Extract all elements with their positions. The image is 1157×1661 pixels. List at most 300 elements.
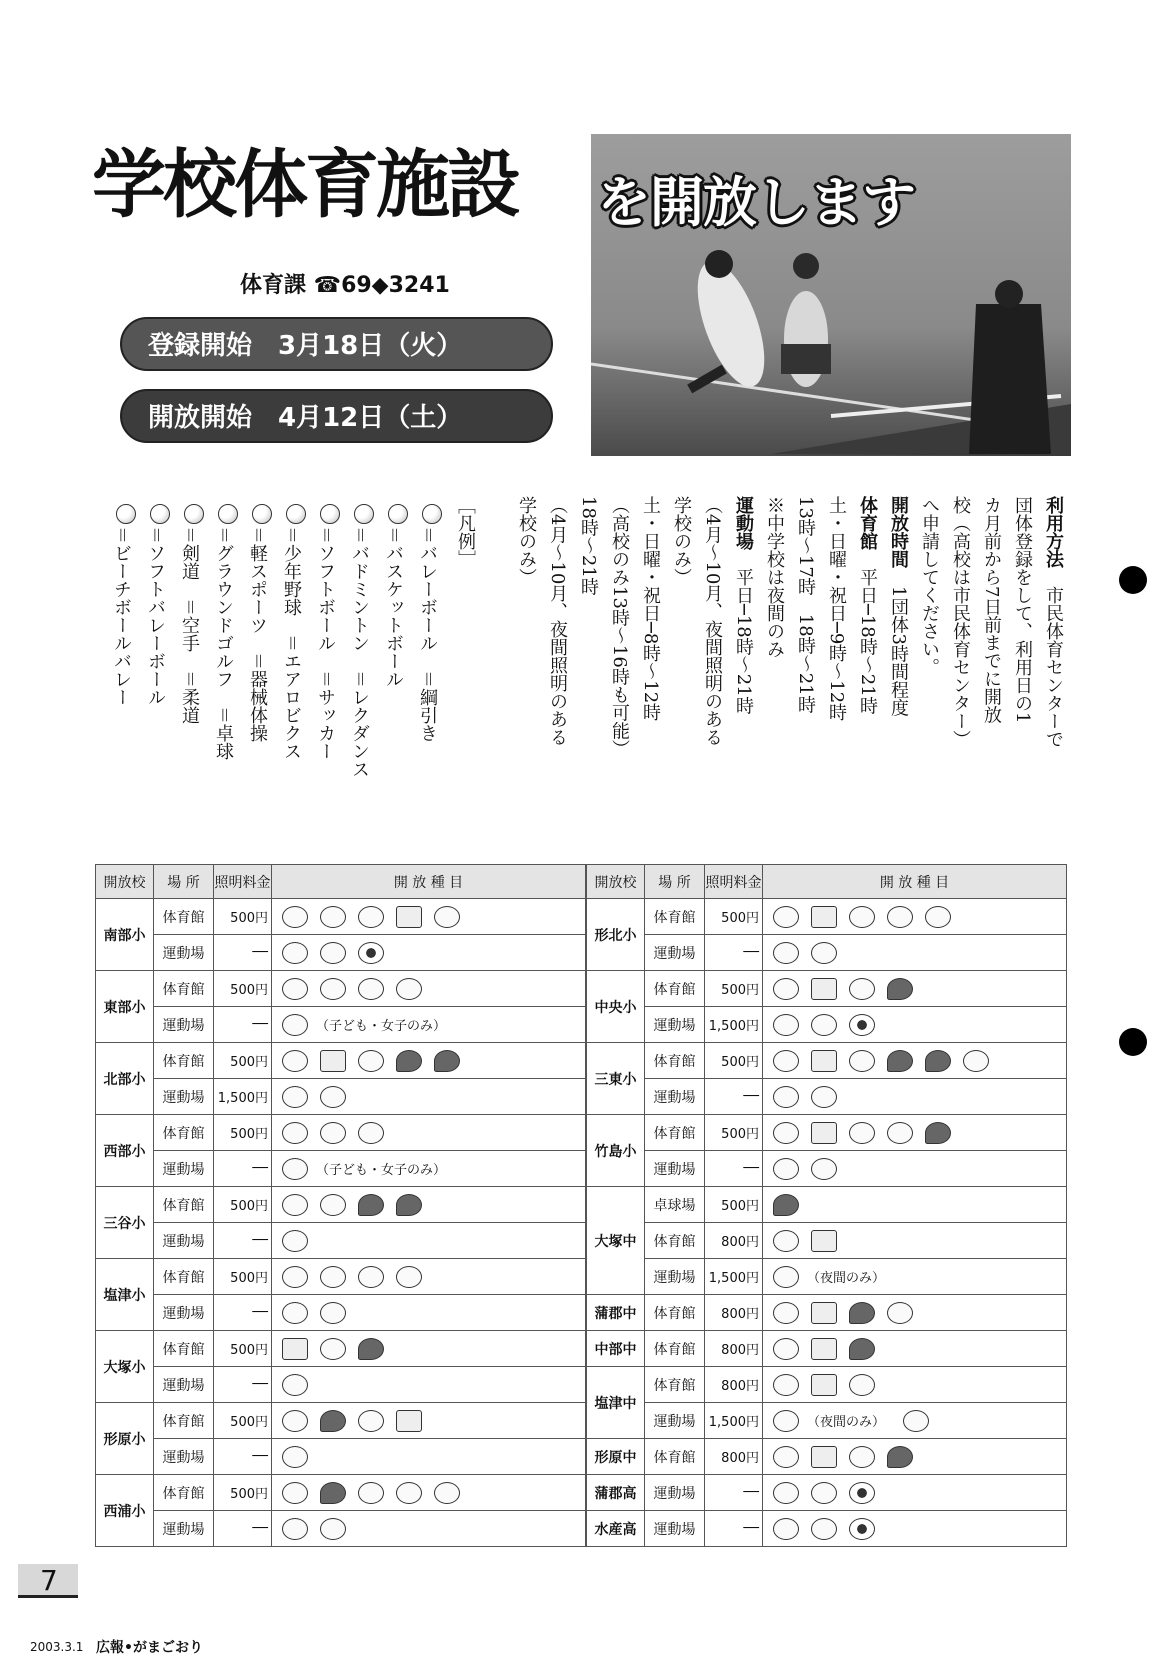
school-name: 南部小: [96, 899, 154, 971]
facility-place: 体育館: [154, 1187, 214, 1223]
info-line: [885, 496, 911, 717]
ball-icon: [282, 1266, 308, 1288]
sport-icon: [354, 504, 374, 524]
soccer-icon: [849, 1482, 875, 1504]
glove-icon: [811, 1158, 837, 1180]
pingpong-icon: [358, 1338, 384, 1360]
facility-place: 体育館: [645, 1439, 705, 1475]
pingpong-icon: [925, 1122, 951, 1144]
school-name: 竹島小: [587, 1115, 645, 1187]
facility-place: 運動場: [645, 1259, 705, 1295]
golf-icon: [320, 942, 346, 964]
info-line: [1040, 496, 1066, 748]
table-row: [96, 971, 586, 1007]
info-heading: 開放時間: [888, 496, 909, 568]
basket-icon: [320, 1050, 346, 1072]
sport-icon: [388, 504, 408, 524]
info-text: へ申請してください。: [919, 496, 940, 676]
lighting-fee: ──: [214, 1151, 272, 1187]
box-icon: [396, 906, 422, 928]
school-name: 塩津中: [587, 1367, 645, 1439]
shuttle-icon: [849, 906, 875, 928]
sports-icons: [272, 1259, 586, 1295]
kendo-icon: [887, 1446, 913, 1468]
info-heading: 利用方法: [1043, 496, 1064, 568]
glove-icon: [320, 1302, 346, 1324]
table-row: [587, 1043, 1067, 1079]
page-title: 学校体育施設: [92, 142, 518, 228]
bat-icon: [282, 1014, 308, 1036]
ball-icon: [773, 1302, 799, 1324]
lighting-fee: 500円: [705, 1115, 763, 1151]
table-row: [96, 1475, 586, 1511]
sports-icons: [272, 1151, 586, 1187]
facility-place: 運動場: [154, 1295, 214, 1331]
info-text: ※中学校は夜間のみ: [764, 496, 785, 658]
shuttle-icon: [849, 1050, 875, 1072]
issue-date: 2003.3.1: [30, 1640, 84, 1654]
header-sports: 開 放 種 目: [763, 865, 1067, 899]
facility-place: 体育館: [645, 1367, 705, 1403]
shuttle-icon: [320, 906, 346, 928]
school-name: 東部小: [96, 971, 154, 1043]
lighting-fee: ──: [214, 1295, 272, 1331]
info-text: 土・日曜・祝日─8時～12時: [640, 496, 661, 722]
legend-item: [380, 502, 408, 688]
ball-icon: [773, 978, 799, 1000]
info-line: [823, 496, 849, 721]
info-text: 学校のみ）: [671, 496, 692, 586]
table-row: [96, 1259, 586, 1295]
soccer-icon: [358, 942, 384, 964]
school-name: 中央小: [587, 971, 645, 1043]
legend-item: [142, 502, 170, 706]
pingpong-icon: [849, 1302, 875, 1324]
info-line: [761, 496, 787, 658]
registration-start-badge: 登録開始 3月18日（火）: [120, 317, 553, 371]
pingpong-icon: [320, 1482, 346, 1504]
info-line: [916, 496, 942, 676]
school-name: 西浦小: [96, 1475, 154, 1547]
info-line: [513, 496, 539, 586]
ball-icon: [282, 906, 308, 928]
table-row: [587, 1367, 1067, 1403]
table-row: [587, 1223, 1067, 1259]
header-fee: 照明料金: [705, 865, 763, 899]
sports-icons: [272, 1367, 586, 1403]
legend-label: ＝ソフトバレーボール: [145, 526, 166, 706]
facility-place: 体育館: [645, 899, 705, 935]
facility-place: 体育館: [645, 1115, 705, 1151]
lighting-fee: ──: [705, 1079, 763, 1115]
basket-icon: [811, 1338, 837, 1360]
table-row: [587, 1151, 1067, 1187]
header-fee: 照明料金: [214, 865, 272, 899]
shuttle-icon: [320, 978, 346, 1000]
sport-icon: [422, 504, 442, 524]
glove-icon: [811, 1518, 837, 1540]
sports-icons: [763, 935, 1067, 971]
table-row: [96, 935, 586, 971]
kendo-icon: [925, 1050, 951, 1072]
dance-icon: [434, 1482, 460, 1504]
bat-icon: [282, 1518, 308, 1540]
beach-icon: [925, 906, 951, 928]
kendo-icon: [396, 1194, 422, 1216]
sports-icons: [763, 1115, 1067, 1151]
table-row: [96, 1151, 586, 1187]
info-line: [854, 496, 880, 715]
school-name: 塩津小: [96, 1259, 154, 1331]
basket-icon: [811, 1446, 837, 1468]
sport-icon: [320, 504, 340, 524]
page-number: 7: [18, 1564, 78, 1598]
glove-icon: [282, 1086, 308, 1108]
table-row: [96, 1007, 586, 1043]
legend-label: ＝ソフトボール ＝サッカー: [315, 526, 336, 760]
contact-phone: 体育課 ☎69◆3241: [240, 273, 450, 298]
table-row: [587, 1475, 1067, 1511]
info-line: [606, 496, 632, 758]
ball-icon: [773, 1374, 799, 1396]
info-text: （高校のみ13時～16時も可能）: [609, 496, 630, 758]
glove-icon: [811, 1482, 837, 1504]
facility-place: 体育館: [154, 1475, 214, 1511]
karate-icon: [358, 1482, 384, 1504]
ball-icon: [773, 1122, 799, 1144]
table-row: [587, 971, 1067, 1007]
lighting-fee: 500円: [214, 1187, 272, 1223]
sports-icons: [763, 1511, 1067, 1547]
legend-label: ＝バスケットボール: [383, 526, 404, 688]
info-text: （4月～10月、夜間照明のある: [547, 496, 568, 747]
legend-item: [210, 502, 238, 760]
lighting-fee: 800円: [705, 1331, 763, 1367]
golf-icon: [811, 1014, 837, 1036]
legend-label: ＝バレーボール ＝綱引き: [417, 526, 438, 742]
legend-item: [176, 502, 204, 724]
table-row: [96, 1403, 586, 1439]
facility-place: 卓球場: [645, 1187, 705, 1223]
sports-icons: [763, 1439, 1067, 1475]
lighting-fee: 500円: [705, 1043, 763, 1079]
ball-icon: [282, 978, 308, 1000]
header-sports: 開 放 種 目: [272, 865, 586, 899]
beach-icon: [963, 1050, 989, 1072]
ball-icon: [282, 1122, 308, 1144]
school-name: 北部小: [96, 1043, 154, 1115]
legend-label: ＝剣道 ＝空手 ＝柔道: [179, 526, 200, 724]
info-line: [544, 496, 570, 746]
lighting-fee: ──: [214, 1367, 272, 1403]
info-line: [699, 496, 725, 746]
sport-icon: [286, 504, 306, 524]
basket-icon: [811, 1230, 837, 1252]
lighting-fee: 500円: [705, 971, 763, 1007]
info-text: 平日─18時～21時: [857, 550, 878, 715]
bat-icon: [773, 1158, 799, 1180]
info-text: 1団体3時間程度: [888, 568, 909, 717]
page-subtitle: を開放します: [597, 171, 915, 234]
sports-icons: [272, 1079, 586, 1115]
sports-icons: [272, 1187, 586, 1223]
header-school: 開放校: [96, 865, 154, 899]
lighting-fee: 800円: [705, 1439, 763, 1475]
facility-place: 運動場: [154, 1007, 214, 1043]
legend-label: ＝バドミントン ＝レクダンス: [349, 526, 370, 778]
facility-place: 体育館: [154, 1331, 214, 1367]
pingpong-icon: [887, 1050, 913, 1072]
table-row: [96, 1367, 586, 1403]
sports-icons: [763, 971, 1067, 1007]
facility-place: 体育館: [154, 1259, 214, 1295]
facility-place: 運動場: [645, 1403, 705, 1439]
opening-start-badge: 開放開始 4月12日（土）: [120, 389, 553, 443]
legend-item: [108, 502, 136, 706]
facility-place: 体育館: [154, 1403, 214, 1439]
legend-label: ＝グラウンドゴルフ ＝卓球: [213, 526, 234, 760]
table-row: [587, 899, 1067, 935]
lighting-fee: 500円: [705, 1187, 763, 1223]
lighting-fee: 1,500円: [705, 1007, 763, 1043]
table-row: [587, 1439, 1067, 1475]
ball-icon: [773, 1338, 799, 1360]
school-name: 蒲郡中: [587, 1295, 645, 1331]
left-schedule-table: [95, 864, 586, 1547]
sports-icons: [763, 1367, 1067, 1403]
table-row: [96, 1115, 586, 1151]
basket-icon: [396, 1410, 422, 1432]
shuttle-icon: [849, 1374, 875, 1396]
shuttle-icon: [849, 1446, 875, 1468]
lighting-fee: ──: [705, 1151, 763, 1187]
basket-icon: [811, 1302, 837, 1324]
lighting-fee: 800円: [705, 1295, 763, 1331]
info-line: [637, 496, 663, 721]
lighting-fee: 800円: [705, 1367, 763, 1403]
shuttle-icon: [358, 1050, 384, 1072]
table-row: [587, 1007, 1067, 1043]
pingpong-icon: [396, 1050, 422, 1072]
shoe-icon: [887, 1122, 913, 1144]
usage-note: （子ども・女子のみ）: [316, 1163, 447, 1178]
facility-place: 運動場: [154, 1079, 214, 1115]
info-text: 学校のみ）: [516, 496, 537, 586]
legend-label: ＝少年野球 ＝エアロビクス: [281, 526, 302, 760]
table-row: [96, 1331, 586, 1367]
sports-icons: [272, 1511, 586, 1547]
header-place: 場 所: [645, 865, 705, 899]
sports-icons: [272, 1295, 586, 1331]
lighting-fee: ──: [705, 935, 763, 971]
pingpong-icon: [358, 1194, 384, 1216]
shuttle-icon: [320, 1266, 346, 1288]
usage-note: （夜間のみ）: [807, 1415, 886, 1430]
legend-title: ［凡例］: [455, 496, 476, 568]
karate-icon: [887, 1302, 913, 1324]
glove-icon: [320, 1518, 346, 1540]
lighting-fee: ──: [214, 1439, 272, 1475]
lighting-fee: ──: [705, 1475, 763, 1511]
glove-icon: [282, 1374, 308, 1396]
info-text: 18時～21時: [578, 496, 599, 596]
table-row: [587, 1403, 1067, 1439]
header-place: 場 所: [154, 865, 214, 899]
glove-icon: [903, 1410, 929, 1432]
sports-icons: [272, 1223, 586, 1259]
table-row: [96, 1079, 586, 1115]
glove-icon: [282, 1230, 308, 1252]
usage-note: （夜間のみ）: [807, 1271, 886, 1286]
lighting-fee: 500円: [214, 1403, 272, 1439]
glove-icon: [811, 942, 837, 964]
lighting-fee: 500円: [214, 1475, 272, 1511]
info-heading: 運動場: [733, 496, 754, 550]
table-row: [587, 1511, 1067, 1547]
bat-icon: [282, 1302, 308, 1324]
facility-place: 体育館: [154, 1043, 214, 1079]
facility-place: 運動場: [645, 1151, 705, 1187]
sports-icons: [763, 899, 1067, 935]
beach-icon: [396, 978, 422, 1000]
sports-icons: [763, 1187, 1067, 1223]
school-name: 形原小: [96, 1403, 154, 1475]
info-text: （4月～10月、夜間照明のある: [702, 496, 723, 747]
info-text: 市民体育センターで: [1043, 568, 1064, 748]
shoe-icon: [358, 906, 384, 928]
legend-label: ＝ビーチボールバレー: [111, 526, 132, 706]
table-row: [587, 1259, 1067, 1295]
shuttle-icon: [849, 1122, 875, 1144]
legend-item: [346, 502, 374, 778]
ball-icon: [773, 906, 799, 928]
info-line: [792, 496, 818, 714]
basket-icon: [811, 1122, 837, 1144]
facility-place: 運動場: [645, 935, 705, 971]
table-row: [587, 935, 1067, 971]
sports-icons: [272, 1043, 586, 1079]
sports-icons: [272, 971, 586, 1007]
legend-item: [244, 502, 272, 742]
table-row: [96, 1295, 586, 1331]
facility-place: 運動場: [154, 1511, 214, 1547]
soccer-icon: [849, 1518, 875, 1540]
table-row: [587, 1115, 1067, 1151]
pingpong-icon: [887, 978, 913, 1000]
usage-note: （子ども・女子のみ）: [316, 1019, 447, 1034]
lighting-fee: 500円: [214, 1115, 272, 1151]
sports-icons: [763, 1151, 1067, 1187]
aerobic-icon: [396, 1482, 422, 1504]
sports-icons: [763, 1007, 1067, 1043]
sports-icons: [763, 1259, 1067, 1295]
sports-icons: [272, 899, 586, 935]
bat-icon: [773, 1086, 799, 1108]
ball-icon: [282, 1194, 308, 1216]
info-line: [575, 496, 601, 596]
info-line: [978, 496, 1004, 723]
shuttle-icon: [320, 1338, 346, 1360]
bat-icon: [773, 1014, 799, 1036]
lighting-fee: 1,500円: [705, 1259, 763, 1295]
sport-icon: [116, 504, 136, 524]
school-name: 水産高: [587, 1511, 645, 1547]
info-line: [1009, 496, 1035, 723]
soccer-icon: [849, 1014, 875, 1036]
bat-icon: [282, 1158, 308, 1180]
legend-item: [278, 502, 306, 760]
right-schedule-table: [586, 864, 1067, 1547]
facility-place: 運動場: [154, 1151, 214, 1187]
lighting-fee: 1,500円: [705, 1403, 763, 1439]
lighting-fee: 1,500円: [214, 1079, 272, 1115]
lighting-fee: 500円: [214, 971, 272, 1007]
facility-place: 体育館: [154, 1115, 214, 1151]
facility-place: 体育館: [154, 971, 214, 1007]
table-row: [96, 1511, 586, 1547]
bat-icon: [282, 1446, 308, 1468]
sports-icons: [763, 1079, 1067, 1115]
table-row: [96, 1439, 586, 1475]
dance-icon: [358, 978, 384, 1000]
info-text: カ月前から7日前までに開放: [981, 496, 1002, 724]
sports-icons: [272, 1439, 586, 1475]
lighting-fee: 800円: [705, 1223, 763, 1259]
school-name: 大塚中: [587, 1187, 645, 1295]
school-name: 西部小: [96, 1115, 154, 1187]
facility-place: 運動場: [645, 1079, 705, 1115]
lighting-fee: ──: [705, 1511, 763, 1547]
school-name: 形原中: [587, 1439, 645, 1475]
facility-place: 体育館: [645, 1331, 705, 1367]
info-text: 平日─18時～21時: [733, 550, 754, 715]
facility-place: 体育館: [645, 1223, 705, 1259]
shuttle-icon: [849, 978, 875, 1000]
lighting-fee: 500円: [214, 1331, 272, 1367]
school-name: 大塚小: [96, 1331, 154, 1403]
sports-icons: [272, 1403, 586, 1439]
ball-icon: [773, 1230, 799, 1252]
facility-place: 運動場: [154, 1439, 214, 1475]
publication-name: 広報•がまごおり: [96, 1640, 203, 1656]
ball-icon: [773, 1050, 799, 1072]
sports-icons: [272, 1007, 586, 1043]
info-line: [730, 496, 756, 715]
facility-place: 運動場: [645, 1511, 705, 1547]
school-name: 三東小: [587, 1043, 645, 1115]
table-row: [96, 899, 586, 935]
bat-icon: [773, 942, 799, 964]
sports-icons: [763, 1475, 1067, 1511]
table-row: [587, 1295, 1067, 1331]
basket-icon: [811, 1050, 837, 1072]
karate-icon: [887, 906, 913, 928]
legend-item: [312, 502, 340, 760]
sports-icons: [763, 1403, 1067, 1439]
bat-icon: [773, 1266, 799, 1288]
dance-icon: [358, 1122, 384, 1144]
punch-hole: [1119, 566, 1147, 594]
glove-icon: [811, 1086, 837, 1108]
lighting-fee: 500円: [214, 1043, 272, 1079]
school-name: 中部中: [587, 1331, 645, 1367]
table-row: [96, 1223, 586, 1259]
info-line: [668, 496, 694, 586]
shuttle-icon: [320, 1194, 346, 1216]
table-row: [587, 1079, 1067, 1115]
info-text: 13時～17時 18時～21時: [795, 496, 816, 714]
facility-place: 運動場: [154, 1223, 214, 1259]
